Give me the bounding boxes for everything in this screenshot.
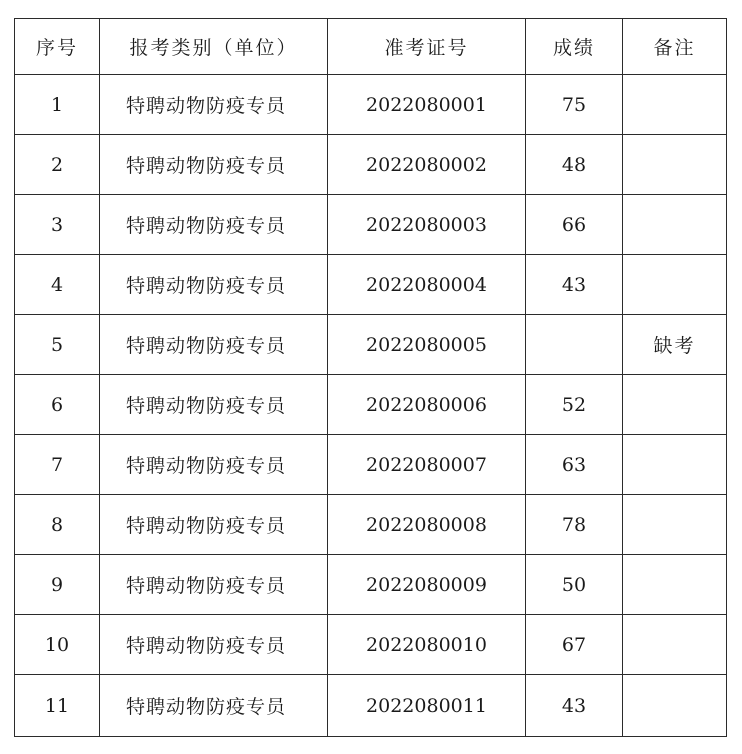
table-row	[15, 615, 727, 675]
cell-exam-id: 2022080001	[328, 75, 526, 135]
cell-seq: 1	[15, 75, 100, 135]
cell-remark	[623, 75, 727, 135]
cell-score: 75	[526, 75, 623, 135]
cell-category: 特聘动物防疫专员	[100, 375, 328, 435]
header-score: 成绩	[526, 19, 623, 75]
cell-score: 63	[526, 435, 623, 495]
cell-category: 特聘动物防疫专员	[100, 255, 328, 315]
cell-remark: 缺考	[623, 315, 727, 375]
cell-seq: 6	[15, 375, 100, 435]
cell-exam-id: 2022080005	[328, 315, 526, 375]
cell-seq: 9	[15, 555, 100, 615]
cell-score: 52	[526, 375, 623, 435]
header-category: 报考类别（单位）	[100, 19, 328, 75]
cell-exam-id: 2022080009	[328, 555, 526, 615]
table-row	[15, 435, 727, 495]
cell-remark	[623, 615, 727, 675]
cell-score: 66	[526, 195, 623, 255]
cell-seq: 10	[15, 615, 100, 675]
table-row	[15, 255, 727, 315]
cell-remark	[623, 495, 727, 555]
header-seq: 序号	[15, 19, 100, 75]
header-remark: 备注	[623, 19, 727, 75]
cell-category: 特聘动物防疫专员	[100, 315, 328, 375]
cell-exam-id: 2022080002	[328, 135, 526, 195]
table-row	[15, 555, 727, 615]
cell-exam-id: 2022080003	[328, 195, 526, 255]
cell-score	[526, 315, 623, 375]
cell-exam-id: 2022080010	[328, 615, 526, 675]
cell-score: 67	[526, 615, 623, 675]
cell-remark	[623, 255, 727, 315]
cell-exam-id: 2022080008	[328, 495, 526, 555]
cell-remark	[623, 135, 727, 195]
cell-category: 特聘动物防疫专员	[100, 615, 328, 675]
cell-score: 48	[526, 135, 623, 195]
cell-category: 特聘动物防疫专员	[100, 495, 328, 555]
cell-exam-id: 2022080004	[328, 255, 526, 315]
cell-remark	[623, 675, 727, 737]
cell-category: 特聘动物防疫专员	[100, 435, 328, 495]
cell-category: 特聘动物防疫专员	[100, 555, 328, 615]
cell-score: 50	[526, 555, 623, 615]
table-row	[15, 495, 727, 555]
cell-remark	[623, 555, 727, 615]
cell-score: 78	[526, 495, 623, 555]
table-row	[15, 75, 727, 135]
table-row	[15, 675, 727, 737]
cell-remark	[623, 195, 727, 255]
cell-seq: 8	[15, 495, 100, 555]
cell-seq: 7	[15, 435, 100, 495]
cell-category: 特聘动物防疫专员	[100, 75, 328, 135]
score-table	[14, 18, 727, 737]
table-row	[15, 375, 727, 435]
cell-exam-id: 2022080006	[328, 375, 526, 435]
cell-remark	[623, 375, 727, 435]
table-row	[15, 315, 727, 375]
cell-category: 特聘动物防疫专员	[100, 135, 328, 195]
cell-seq: 3	[15, 195, 100, 255]
cell-seq: 4	[15, 255, 100, 315]
cell-score: 43	[526, 675, 623, 737]
table-row	[15, 135, 727, 195]
cell-category: 特聘动物防疫专员	[100, 195, 328, 255]
cell-category: 特聘动物防疫专员	[100, 675, 328, 737]
table-row	[15, 195, 727, 255]
header-exam-id: 准考证号	[328, 19, 526, 75]
cell-score: 43	[526, 255, 623, 315]
cell-remark	[623, 435, 727, 495]
cell-seq: 5	[15, 315, 100, 375]
table-header-row	[15, 19, 727, 75]
cell-seq: 11	[15, 675, 100, 737]
cell-seq: 2	[15, 135, 100, 195]
cell-exam-id: 2022080011	[328, 675, 526, 737]
cell-exam-id: 2022080007	[328, 435, 526, 495]
